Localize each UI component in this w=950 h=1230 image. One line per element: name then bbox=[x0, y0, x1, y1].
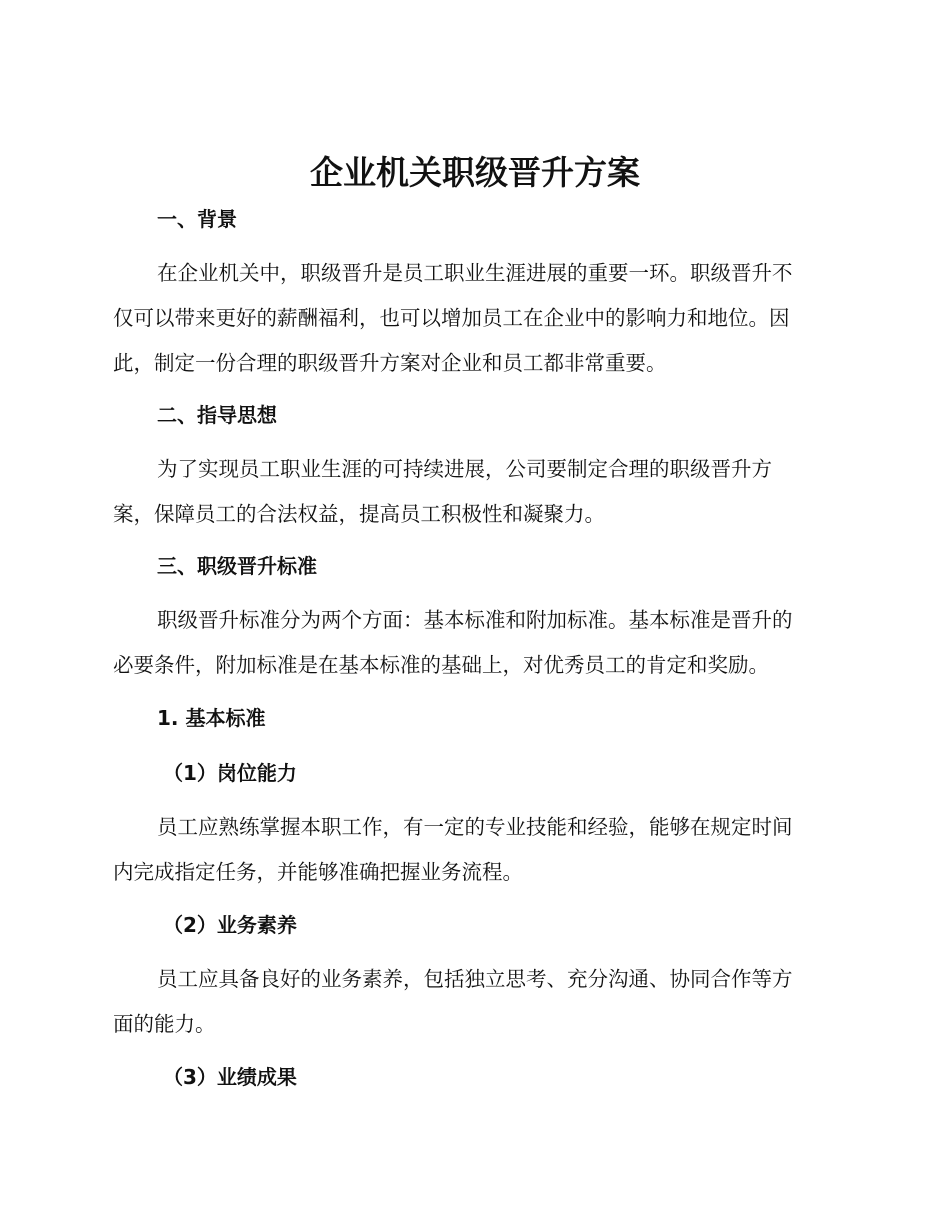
section-heading-guiding: 二、指导思想 bbox=[157, 403, 277, 427]
item-heading-quality: （2）业务素养 bbox=[163, 913, 297, 937]
section-heading-background: 一、背景 bbox=[157, 207, 237, 231]
paragraph-ability bbox=[113, 805, 833, 895]
paragraph-quality bbox=[113, 957, 833, 1047]
paragraph-line: 员工应熟练掌握本职工作，有一定的专业技能和经验，能够在规定时间 bbox=[157, 815, 793, 839]
paragraph-standards bbox=[113, 598, 833, 688]
paragraph-background bbox=[113, 251, 833, 386]
paragraph-line: 面的能力。 bbox=[113, 1012, 216, 1036]
subsection-heading-basic: 1. 基本标准 bbox=[157, 706, 266, 730]
document-title: 企业机关职级晋升方案 bbox=[310, 153, 640, 192]
paragraph-line: 为了实现员工职业生涯的可持续进展，公司要制定合理的职级晋升方 bbox=[157, 457, 772, 481]
paragraph-line: 职级晋升标准分为两个方面：基本标准和附加标准。基本标准是晋升的 bbox=[157, 608, 793, 632]
paragraph-line: 内完成指定任务，并能够准确把握业务流程。 bbox=[113, 860, 523, 884]
item-heading-ability: （1）岗位能力 bbox=[163, 761, 297, 785]
paragraph-line: 此，制定一份合理的职级晋升方案对企业和员工都非常重要。 bbox=[113, 351, 667, 375]
paragraph-line: 案，保障员工的合法权益，提高员工积极性和凝聚力。 bbox=[113, 502, 605, 526]
paragraph-line: 仅可以带来更好的薪酬福利，也可以增加员工在企业中的影响力和地位。因 bbox=[113, 306, 790, 330]
paragraph-line: 必要条件，附加标准是在基本标准的基础上，对优秀员工的肯定和奖励。 bbox=[113, 653, 769, 677]
item-heading-performance: （3）业绩成果 bbox=[163, 1065, 297, 1089]
paragraph-line: 员工应具备良好的业务素养，包括独立思考、充分沟通、协同合作等方 bbox=[157, 967, 793, 991]
section-heading-standards: 三、职级晋升标准 bbox=[157, 554, 317, 578]
paragraph-guiding bbox=[113, 447, 833, 537]
paragraph-line: 在企业机关中，职级晋升是员工职业生涯进展的重要一环。职级晋升不 bbox=[157, 261, 793, 285]
